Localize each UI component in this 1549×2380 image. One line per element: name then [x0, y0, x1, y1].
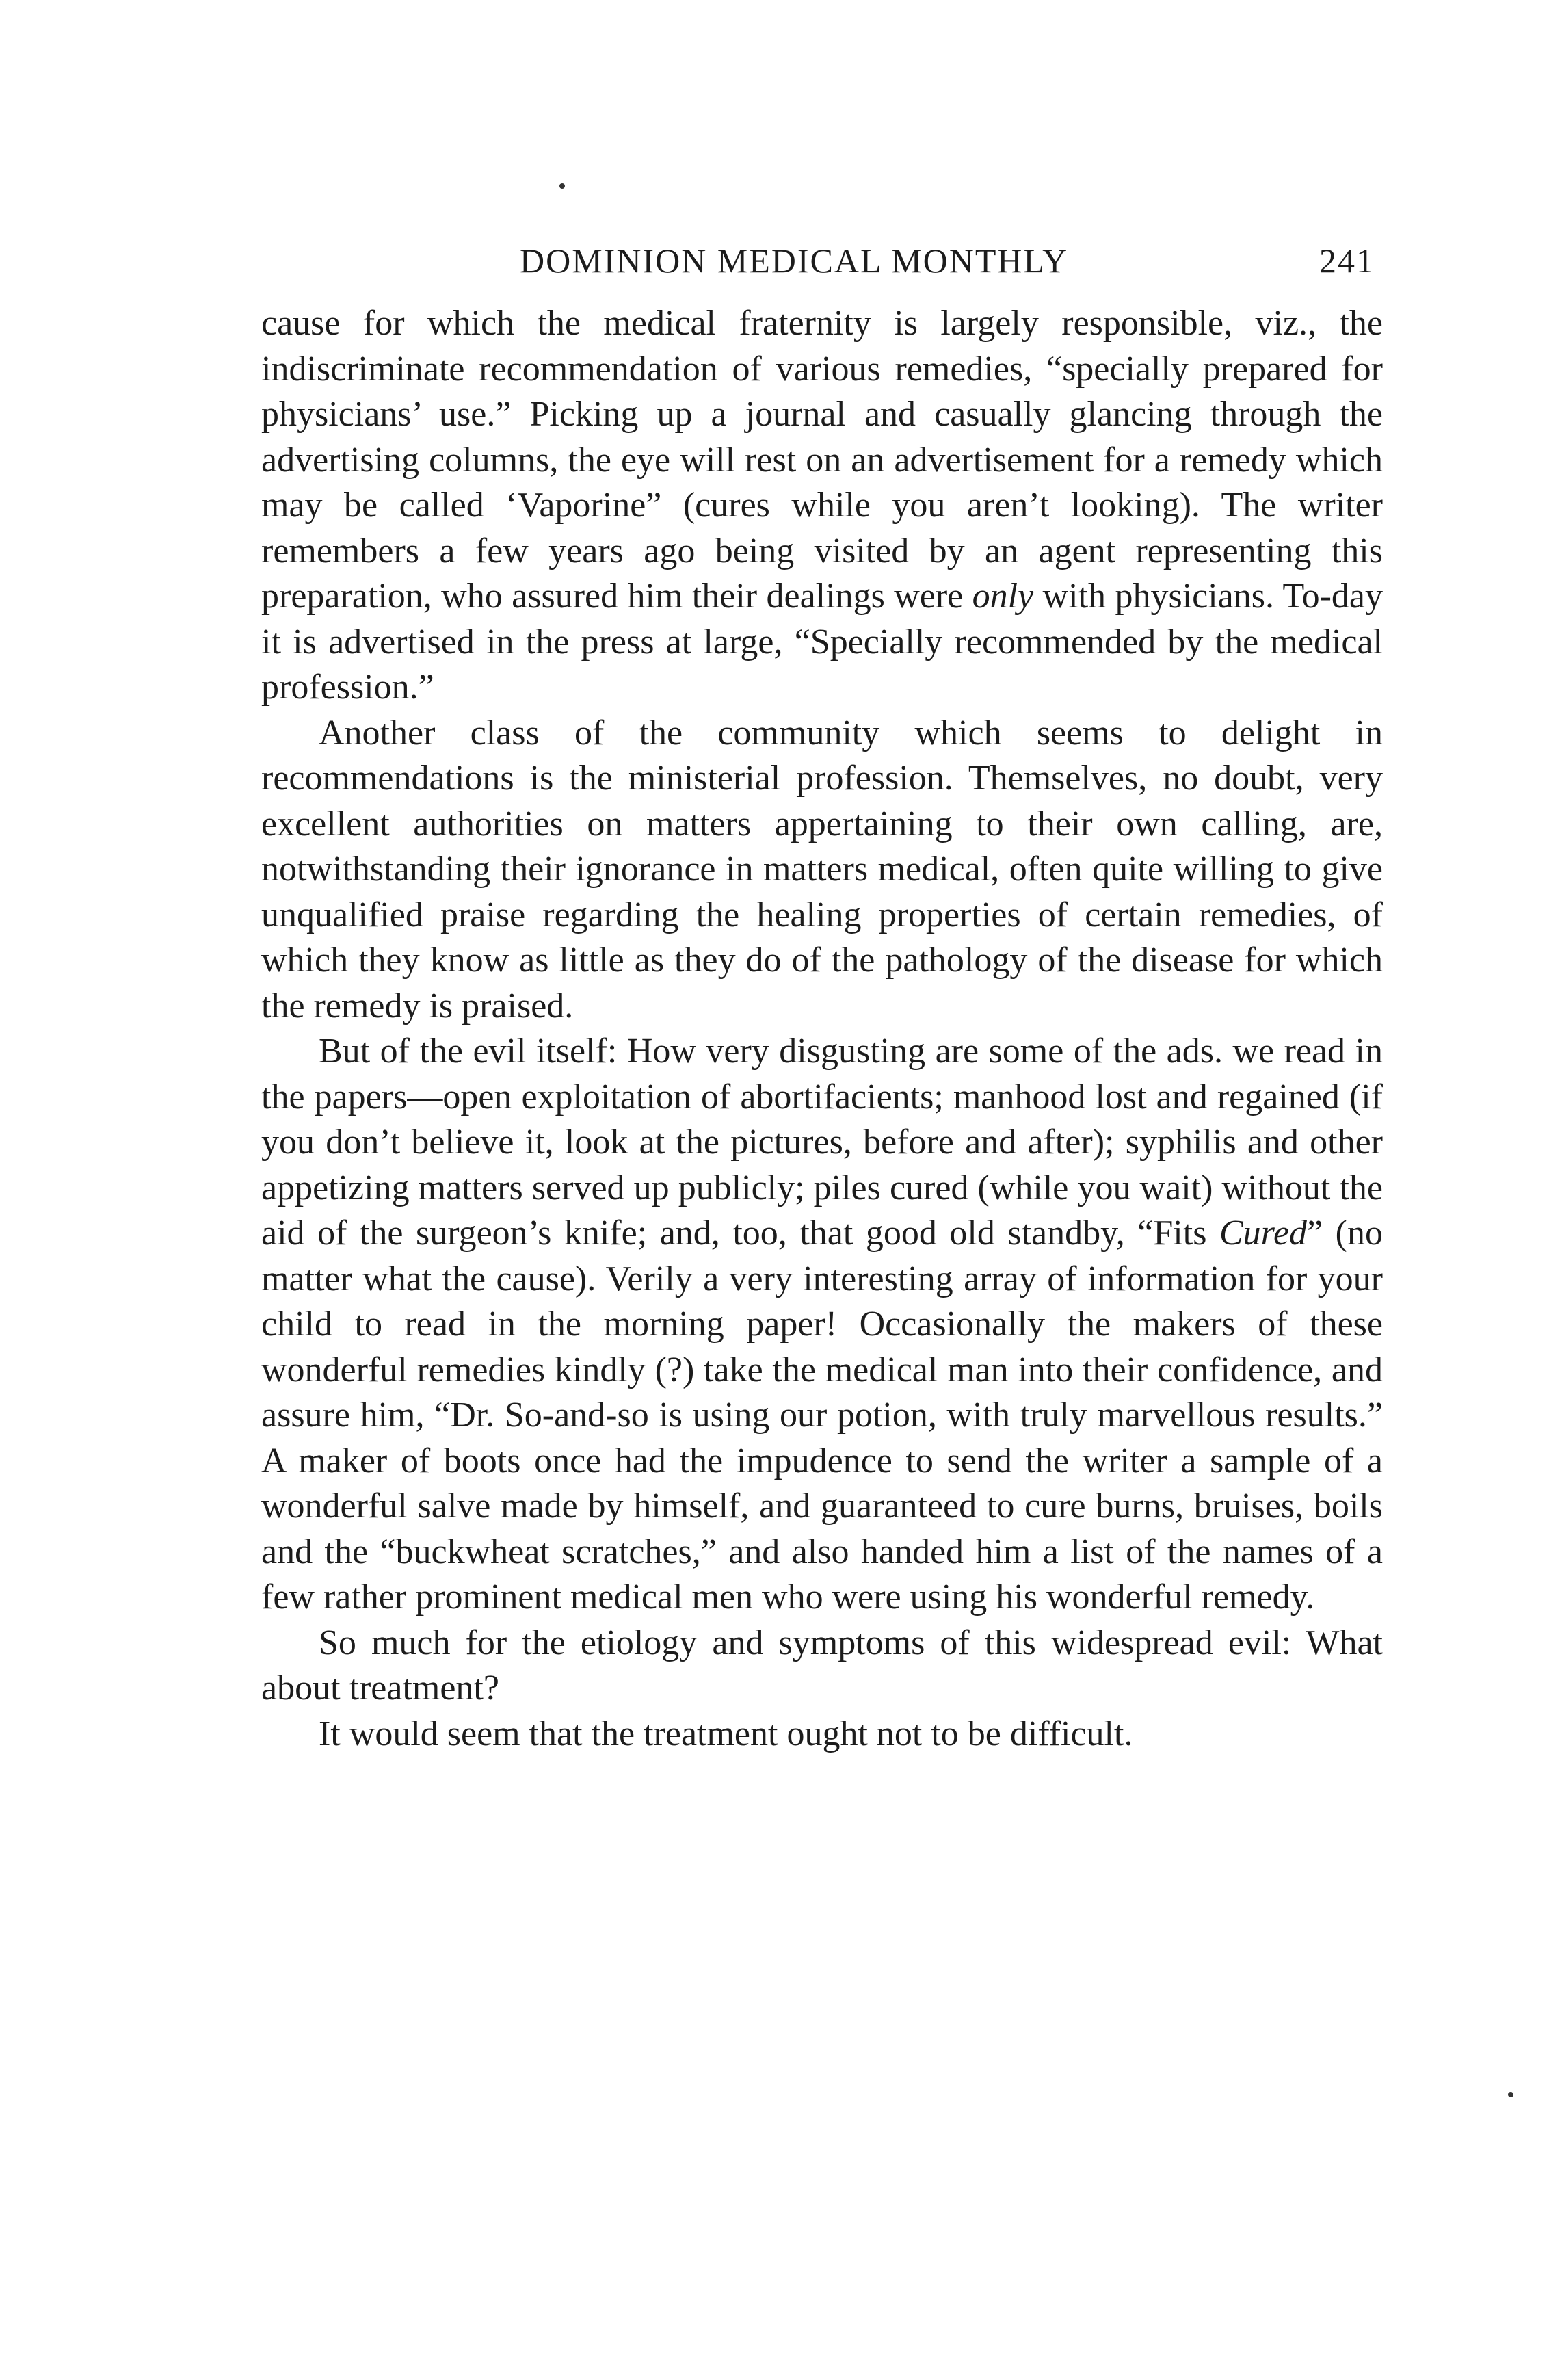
running-header	[520, 241, 1375, 289]
text-run: with physicians. To-day it is advertised in the press at large, “Specially recommended by the medical profession.”	[261, 577, 1383, 707]
text-run: It would seem that the treatment ought not to be difficult.	[319, 1714, 1133, 1753]
paragraph	[261, 711, 1383, 1030]
page-number: 241	[1319, 241, 1375, 280]
article-body	[261, 301, 1383, 1757]
paragraph	[261, 1621, 1383, 1712]
running-title: DOMINION MEDICAL MONTHLY	[520, 241, 1069, 280]
text-run: So much for the etiology and symptoms of this widespread evil: What about treatment?	[261, 1623, 1383, 1708]
italic-text: only	[972, 577, 1034, 616]
text-run: Another class of the community which seems to delight in recommendations is the ministerial profession. Themselves, no doubt, very excellent authorities on matters appertaining to their own calling, are, notwithstanding their ignorance in matters medical, often quite willing to give unqualified praise regarding the healing properties of certain remedies, of which they know as little as they do of the pathology of the disease for which the remedy is praised.	[261, 713, 1383, 1025]
paragraph	[261, 301, 1383, 711]
text-run: But of the evil itself: How very disgusting are some of the ads. we read in the papers—open exploitation of abortifacients; manhood lost and regained (if you don’t believe it, look at the pictures, before and after); syphilis and other appetizing matters served up publicly; piles cured (while you wait) without the aid of the surgeon’s knife; and, too, that good old standby, “Fits	[261, 1032, 1383, 1253]
italic-text: Cured	[1219, 1214, 1308, 1253]
ink-speck	[559, 183, 565, 189]
paragraph	[261, 1029, 1383, 1621]
text-run: ” (no matter what the cause). Verily a very interesting array of information for your child to read in the morning paper! Occasionally the makers of these wonderful remedies kindly (?) take the medical man into their confidence, and assure him, “Dr. So-and-so is using our potion, with truly marvellous results.” A maker of boots once had the impudence to send the writer a sample of a wonderful salve made by himself, and guaranteed to cure burns, bruises, boils and the “buckwheat scratches,” and also handed him a list of the names of a few rather prominent medical men who were using his wonderful remedy.	[261, 1214, 1383, 1617]
text-run: cause for which the medical fraternity is largely responsible, viz., the indiscriminate recommendation of various remedies, “specially prepared for physicians’ use.” Picking up a journal and casually glancing through the advertising columns, the eye will rest on an advertisement for a remedy which may be called ‘Vaporine” (cures while you aren’t looking). The writer remembers a few years ago being visited by an agent representing this preparation, who assured him their dealings were	[261, 304, 1383, 616]
paragraph	[261, 1712, 1383, 1757]
ink-speck	[1508, 2092, 1513, 2097]
